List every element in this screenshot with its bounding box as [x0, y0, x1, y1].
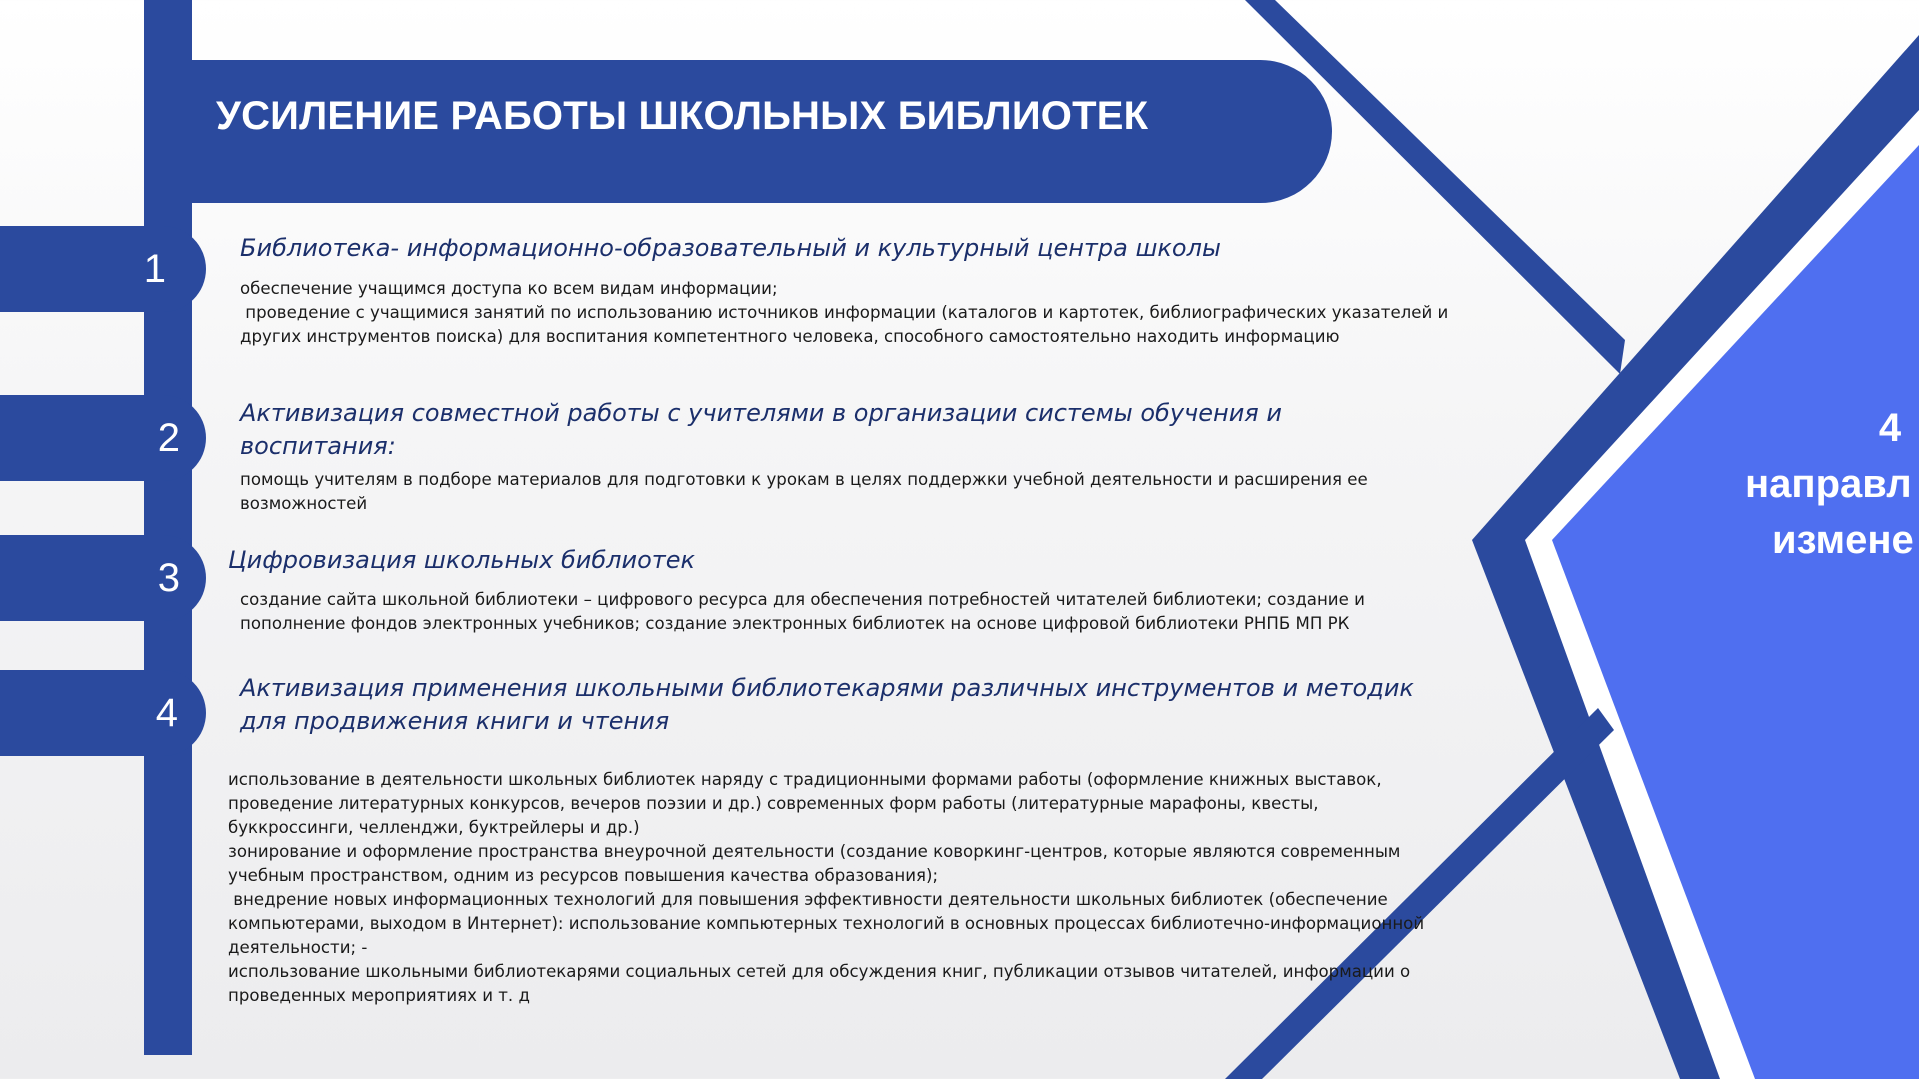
section-1-line: других инструментов поиска) для воспитания компетентного человека, способного самостоятельно находить информацию — [240, 327, 1340, 346]
section-4-title-line: для продвижения книги и чтения — [240, 707, 670, 735]
section-3-title: Цифровизация школьных библиотек — [228, 546, 696, 574]
section-1-body — [240, 277, 1449, 349]
section-4-line: использование школьными библиотекарями социальных сетей для обсуждения книг, публикации отзывов читателей, информации о — [228, 962, 1411, 981]
section-2-line: помощь учителям в подборе материалов для подготовки к урокам в целях поддержки учебной деятельности и расширения ее — [240, 470, 1368, 489]
section-3-line: пополнение фондов электронных учебников; создание электронных библиотек на основе цифровой библиотеки РНПБ МП РК — [240, 614, 1350, 633]
section-4-line: буккроссинги, челленджи, буктрейлеры и др.) — [228, 818, 640, 837]
section-number-3: 3 — [157, 555, 180, 600]
section-4-line: использование в деятельности школьных библиотек наряду с традиционными формами работы (оформление книжных выставок, — [228, 770, 1382, 789]
section-number-tab-1 — [0, 226, 206, 312]
section-3-line: создание сайта школьной библиотеки – цифрового ресурса для обеспечения потребностей читателей библиотеки; создание и — [240, 590, 1365, 609]
section-number-tab-2 — [0, 395, 206, 481]
page-title: УСИЛЕНИЕ РАБОТЫ ШКОЛЬНЫХ БИБЛИОТЕК — [216, 94, 1149, 138]
section-4-line: деятельности; - — [228, 938, 368, 957]
section-number-tab-4 — [0, 670, 206, 756]
section-number-tab-3 — [0, 535, 206, 621]
section-4-line: компьютерами, выходом в Интернет): использование компьютерных технологий в основных процессах библиотечно-информационной — [228, 914, 1425, 933]
side-label-number: 4 — [1878, 406, 1902, 450]
section-2-body — [240, 468, 1420, 516]
section-1-title: Библиотека- информационно-образовательный и культурный центра школы — [240, 234, 1221, 262]
section-number-2: 2 — [157, 415, 180, 460]
section-2-title: Активизация совместной работы с учителями в организации системы обучения и воспитания: — [240, 399, 1282, 460]
section-number-1: 1 — [143, 246, 166, 291]
section-4-line: внедрение новых информационных технологий для повышения эффективности деятельности школьных библиотек (обеспечение — [228, 890, 1388, 909]
section-4-body — [228, 768, 1425, 1008]
section-4-title — [240, 672, 1440, 738]
section-number-4: 4 — [155, 690, 178, 735]
side-label-line1: направл — [1745, 462, 1912, 506]
section-4-line: зонирование и оформление пространства внеурочной деятельности (создание коворкинг-центров, которые являются современным — [228, 842, 1401, 861]
section-1-line: проведение с учащимися занятий по использованию источников информации (каталогов и картотек, библиографических указателей и — [240, 303, 1449, 322]
side-label — [1740, 400, 1919, 568]
section-4-title-line: Активизация применения школьными библиотекарями различных инструментов и методик — [240, 674, 1414, 702]
section-3-body — [240, 588, 1420, 636]
section-4-line: проведенных мероприятиях и т. д — [228, 986, 530, 1005]
section-2-line: возможностей — [240, 494, 368, 513]
section-4-line: проведение литературных конкурсов, вечеров поэзии и др.) современных форм работы (литературные марафоны, квесты, — [228, 794, 1319, 813]
side-label-line2: измене — [1772, 518, 1914, 562]
section-4-line: учебным пространством, одним из ресурсов повышения качества образования); — [228, 866, 939, 885]
section-1-line: обеспечение учащимся доступа ко всем видам информации; — [240, 279, 778, 298]
